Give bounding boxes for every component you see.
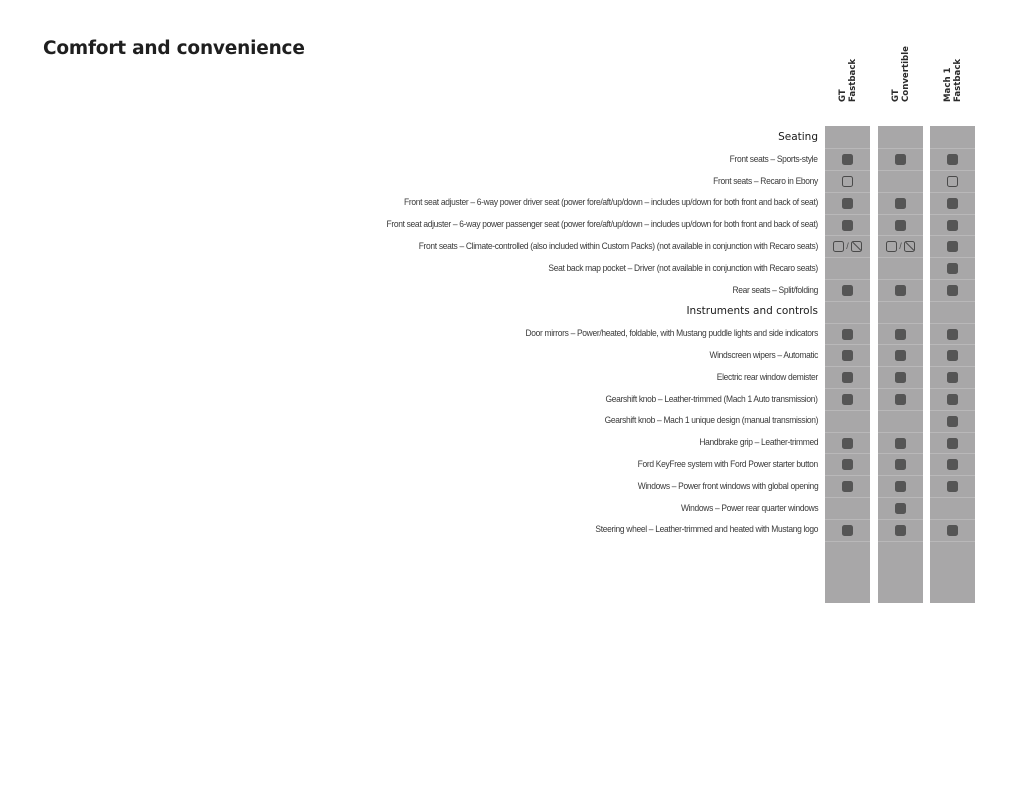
- availability-cell: [930, 498, 975, 520]
- section-heading-row: [0, 127, 1020, 149]
- table-row: [0, 367, 1020, 389]
- availability-cell: [930, 432, 975, 454]
- optional-feature-icon: [886, 241, 897, 252]
- optional-feature-icon: [842, 176, 853, 187]
- availability-cell: [825, 454, 870, 476]
- page-title: Comfort and convenience: [43, 38, 305, 59]
- feature-label: Handbrake grip – Leather-trimmed: [699, 437, 818, 448]
- standard-feature-icon: [842, 285, 853, 296]
- slash-divider-icon: /: [899, 241, 902, 252]
- feature-label: Front seat adjuster – 6-way power driver seat (power fore/aft/up/down – includes up/down for both front and back of seat): [404, 197, 818, 208]
- optional-feature-icon: [833, 241, 844, 252]
- column-header-gt-convertible: [878, 46, 923, 122]
- column-header-line2: Convertible: [900, 46, 911, 102]
- table-row: [0, 149, 1020, 171]
- availability-cell: [878, 432, 923, 454]
- standard-feature-icon: [895, 525, 906, 536]
- availability-cell: [878, 519, 923, 541]
- availability-cell: [825, 476, 870, 498]
- standard-feature-icon: [947, 481, 958, 492]
- standard-feature-icon: [895, 438, 906, 449]
- optional-feature-icon: [947, 176, 958, 187]
- availability-cell: [930, 236, 975, 258]
- availability-cell: [930, 171, 975, 193]
- feature-label: Gearshift knob – Leather-trimmed (Mach 1 Auto transmission): [605, 393, 818, 404]
- standard-feature-icon: [947, 263, 958, 274]
- table-row: [0, 410, 1020, 432]
- availability-cell: [878, 192, 923, 214]
- standard-feature-icon: [842, 438, 853, 449]
- feature-label: Front seats – Sports-style: [730, 153, 818, 164]
- column-header-line2: Fastback: [952, 58, 963, 102]
- table-row: [0, 171, 1020, 193]
- availability-cell: [825, 498, 870, 520]
- table-row: [0, 476, 1020, 498]
- standard-feature-icon: [895, 372, 906, 383]
- slash-divider-icon: /: [846, 241, 849, 252]
- not-available-combination-icon: [851, 241, 862, 252]
- availability-cell: [825, 149, 870, 171]
- standard-feature-icon: [947, 198, 958, 209]
- availability-cell: [930, 214, 975, 236]
- standard-feature-icon: [947, 416, 958, 427]
- availability-cell: [825, 236, 870, 258]
- availability-cell: [930, 258, 975, 280]
- availability-cell: [930, 192, 975, 214]
- availability-cell: [878, 323, 923, 345]
- availability-cell: [825, 367, 870, 389]
- availability-cell: [825, 432, 870, 454]
- standard-feature-icon: [842, 350, 853, 361]
- standard-feature-icon: [947, 438, 958, 449]
- standard-feature-icon: [842, 198, 853, 209]
- availability-cell: [878, 454, 923, 476]
- availability-cell: [878, 280, 923, 302]
- standard-feature-icon: [947, 525, 958, 536]
- standard-feature-icon: [895, 154, 906, 165]
- standard-feature-icon: [895, 459, 906, 470]
- section-heading-row: [0, 301, 1020, 323]
- availability-cell: [930, 454, 975, 476]
- feature-label: Rear seats – Split/folding: [732, 284, 818, 295]
- table-row: [0, 498, 1020, 520]
- feature-label: Gearshift knob – Mach 1 unique design (manual transmission): [604, 415, 818, 426]
- standard-feature-icon: [947, 350, 958, 361]
- feature-label: Electric rear window demister: [716, 371, 818, 382]
- availability-cell: [825, 323, 870, 345]
- standard-feature-icon: [947, 459, 958, 470]
- standard-feature-icon: [842, 154, 853, 165]
- column-header-line1: GT: [890, 89, 901, 102]
- availability-cell: [878, 236, 923, 258]
- availability-cell: [825, 280, 870, 302]
- availability-cell: [878, 214, 923, 236]
- availability-cell: [930, 345, 975, 367]
- availability-cell: [930, 410, 975, 432]
- standard-feature-icon: [895, 394, 906, 405]
- table-row: [0, 323, 1020, 345]
- table-row: [0, 454, 1020, 476]
- availability-cell: [878, 410, 923, 432]
- column-header-mach1-fastback: [930, 60, 975, 122]
- standard-feature-icon: [895, 503, 906, 514]
- standard-feature-icon: [842, 394, 853, 405]
- feature-label: Ford KeyFree system with Ford Power starter button: [637, 459, 818, 469]
- table-row: [0, 519, 1020, 541]
- availability-cell: [825, 410, 870, 432]
- standard-feature-icon: [895, 481, 906, 492]
- table-row: [0, 345, 1020, 367]
- availability-cell: [930, 367, 975, 389]
- table-row: [0, 258, 1020, 280]
- standard-feature-icon: [895, 350, 906, 361]
- standard-feature-icon: [895, 285, 906, 296]
- availability-cell: [878, 367, 923, 389]
- standard-feature-icon: [842, 372, 853, 383]
- column-header-line1: Mach 1: [942, 67, 953, 102]
- availability-cell: [878, 149, 923, 171]
- standard-feature-icon: [947, 220, 958, 231]
- not-available-combination-icon: [904, 241, 915, 252]
- section-heading: Instruments and controls: [686, 305, 818, 318]
- standard-feature-icon: [842, 220, 853, 231]
- standard-feature-icon: [842, 481, 853, 492]
- availability-cell: [825, 258, 870, 280]
- standard-feature-icon: [842, 329, 853, 340]
- standard-feature-icon: [947, 285, 958, 296]
- availability-cell: [825, 519, 870, 541]
- availability-cell: [878, 476, 923, 498]
- table-row: [0, 389, 1020, 411]
- feature-label: Front seats – Climate-controlled (also included within Custom Packs) (not available in conjunction with Recaro seats): [418, 241, 818, 251]
- column-header-line2: Fastback: [847, 58, 858, 102]
- section-heading: Seating: [778, 131, 818, 143]
- feature-label: Front seats – Recaro in Ebony: [713, 175, 818, 186]
- feature-label: Door mirrors – Power/heated, foldable, with Mustang puddle lights and side indicators: [525, 328, 818, 339]
- standard-feature-icon: [947, 241, 958, 252]
- availability-cell: [825, 214, 870, 236]
- table-row: [0, 236, 1020, 258]
- table-row: [0, 214, 1020, 236]
- availability-cell: [930, 149, 975, 171]
- column-header-line1: GT: [837, 89, 848, 102]
- availability-cell: [878, 258, 923, 280]
- availability-cell: [825, 192, 870, 214]
- feature-label: Steering wheel – Leather-trimmed and heated with Mustang logo: [595, 524, 818, 535]
- feature-label: Windscreen wipers – Automatic: [709, 350, 818, 360]
- availability-cell: [878, 345, 923, 367]
- availability-cell: [825, 389, 870, 411]
- availability-cell: [930, 476, 975, 498]
- availability-cell: [930, 389, 975, 411]
- availability-cell: [930, 323, 975, 345]
- standard-feature-icon: [895, 220, 906, 231]
- availability-cell: [825, 345, 870, 367]
- availability-cell: [825, 171, 870, 193]
- standard-feature-icon: [947, 372, 958, 383]
- standard-feature-icon: [947, 154, 958, 165]
- availability-cell: [930, 280, 975, 302]
- availability-cell: [878, 389, 923, 411]
- standard-feature-icon: [895, 198, 906, 209]
- availability-cell: [878, 171, 923, 193]
- availability-cell: [930, 519, 975, 541]
- table-row: [0, 280, 1020, 302]
- table-row: [0, 432, 1020, 454]
- standard-feature-icon: [947, 394, 958, 405]
- feature-label: Windows – Power front windows with global opening: [637, 480, 818, 491]
- standard-feature-icon: [895, 329, 906, 340]
- availability-cell: [878, 498, 923, 520]
- standard-feature-icon: [842, 525, 853, 536]
- feature-label: Seat back map pocket – Driver (not available in conjunction with Recaro seats): [548, 262, 818, 273]
- standard-feature-icon: [947, 329, 958, 340]
- standard-feature-icon: [842, 459, 853, 470]
- feature-label: Front seat adjuster – 6-way power passenger seat (power fore/aft/up/down – includes up/down for both front and back of seat): [386, 219, 818, 230]
- table-row: [0, 192, 1020, 214]
- feature-label: Windows – Power rear quarter windows: [680, 502, 818, 513]
- column-header-gt-fastback: [825, 60, 870, 122]
